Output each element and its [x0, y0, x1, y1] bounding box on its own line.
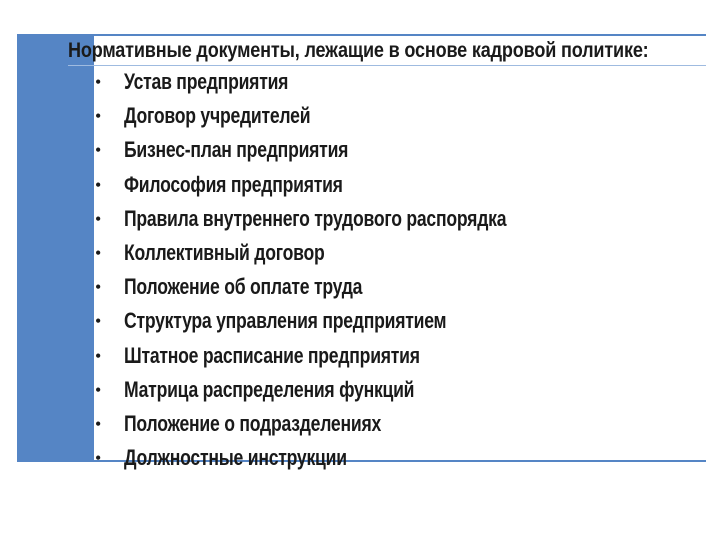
- list-item-text: Договор учредителей: [124, 103, 311, 129]
- list-item-text: Структура управления предприятием: [124, 308, 447, 334]
- content-area: [68, 37, 704, 475]
- list-item: [68, 202, 704, 236]
- bullet-icon: •: [95, 208, 102, 229]
- bullet-icon: •: [95, 140, 102, 161]
- list-item: [68, 133, 704, 167]
- list-item-text: Философия предприятия: [124, 171, 343, 197]
- slide-heading: Нормативные документы, лежащие в основе кадровой политике:: [68, 39, 649, 62]
- bullet-icon: •: [95, 174, 102, 195]
- list-item: [68, 65, 704, 99]
- list-item-text: Бизнес-план предприятия: [124, 137, 349, 163]
- list-item-text: Матрица распределения функций: [124, 376, 415, 402]
- list-item: [68, 270, 704, 304]
- list-item-text: Положение о подразделениях: [124, 410, 382, 436]
- bullet-icon: •: [95, 277, 102, 298]
- documents-list: [68, 65, 704, 475]
- list-item-text: Коллективный договор: [124, 239, 325, 265]
- list-item: [68, 236, 704, 270]
- bullet-icon: •: [95, 345, 102, 366]
- bullet-icon: •: [95, 448, 102, 469]
- list-item: [68, 441, 704, 475]
- bullet-icon: •: [95, 311, 102, 332]
- list-item-text: Штатное расписание предприятия: [124, 342, 420, 368]
- bullet-icon: •: [95, 72, 102, 92]
- list-item-text: Правила внутреннего трудового распорядка: [124, 205, 507, 231]
- list-item: [68, 168, 704, 202]
- bullet-icon: •: [95, 379, 102, 400]
- list-item-text: Должностные инструкции: [124, 445, 347, 471]
- list-item: [68, 373, 704, 407]
- list-item-text: Устав предприятия: [124, 69, 289, 94]
- list-item: [68, 339, 704, 373]
- bullet-icon: •: [95, 242, 102, 263]
- list-item: [68, 99, 704, 133]
- bullet-icon: •: [95, 106, 102, 127]
- list-item: [68, 407, 704, 441]
- list-item: [68, 304, 704, 338]
- top-border-line: [17, 34, 706, 36]
- bullet-icon: •: [95, 413, 102, 434]
- list-item-text: Положение об оплате труда: [124, 274, 363, 300]
